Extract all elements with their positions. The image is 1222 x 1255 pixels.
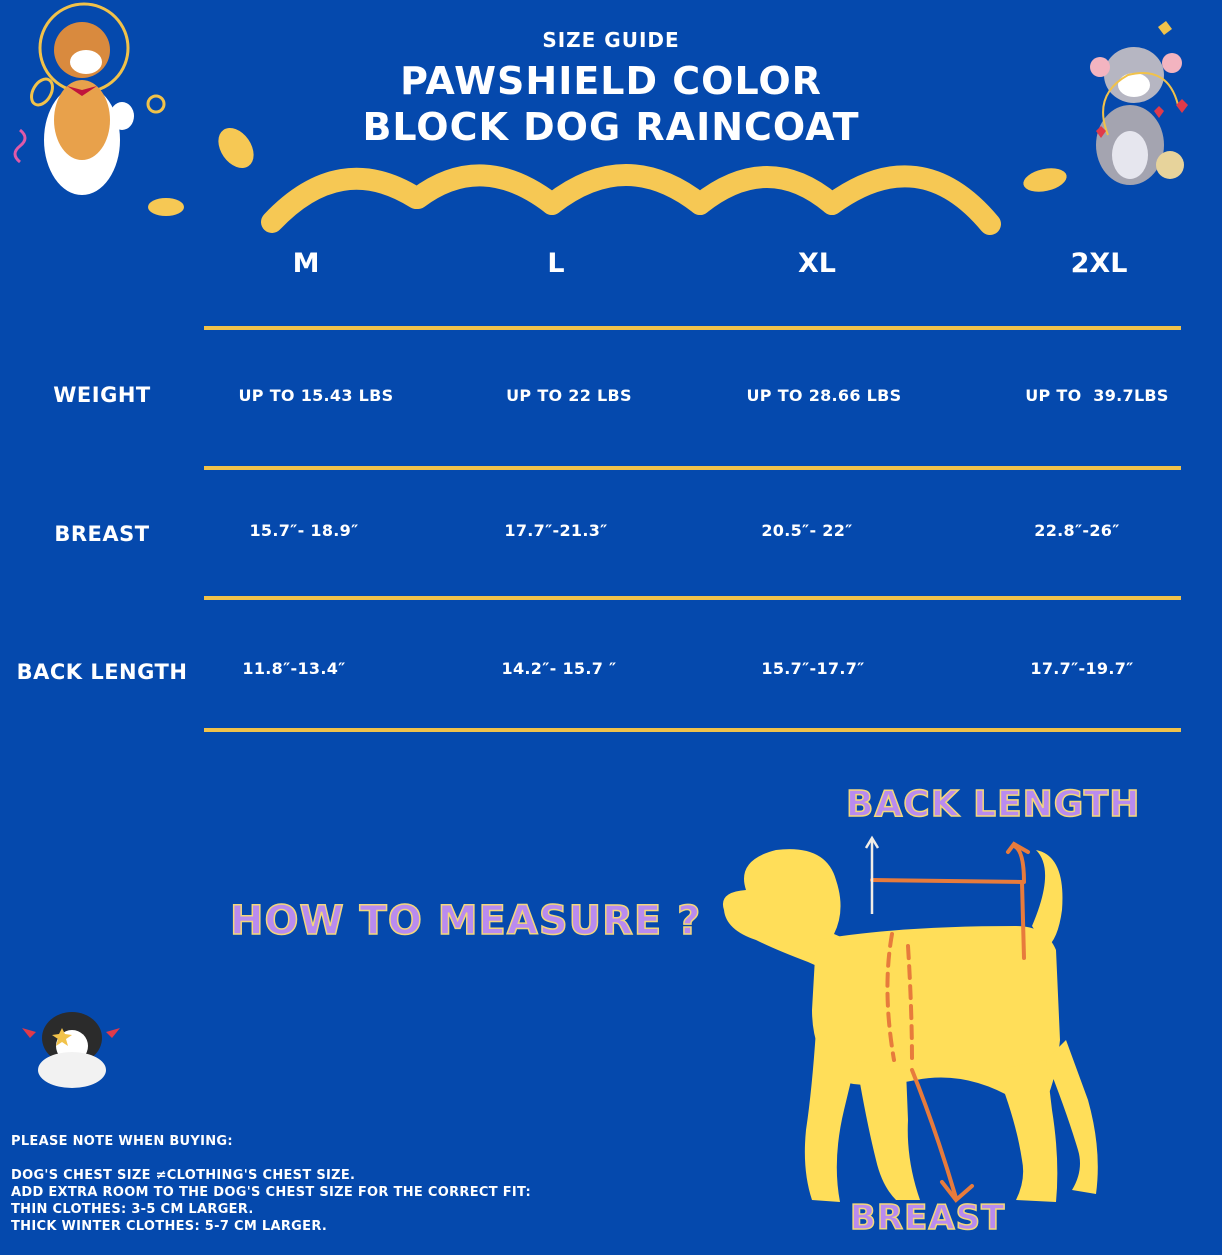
table-divider [204, 466, 1181, 470]
table-cell: 11.8″-13.4″ [242, 659, 346, 678]
row-label-back-length: BACK LENGTH [16, 660, 188, 684]
puppy-sticker-icon [16, 998, 126, 1093]
size-header-m: M [292, 248, 320, 279]
table-cell: UP TO 39.7LBS [1025, 386, 1169, 405]
wave-decoration [0, 0, 1222, 260]
table-cell: 14.2″- 15.7 ″ [501, 659, 617, 678]
table-cell: UP TO 15.43 LBS [238, 386, 394, 405]
note-heading: PLEASE NOTE WHEN BUYING: [11, 1134, 233, 1149]
table-divider [204, 326, 1181, 330]
table-divider [204, 728, 1181, 732]
table-cell: 15.7″- 18.9″ [249, 521, 359, 540]
table-cell: 20.5″- 22″ [761, 521, 853, 540]
size-header-2xl: 2XL [1070, 248, 1128, 279]
how-to-measure-title: HOW TO MEASURE ? [230, 898, 702, 944]
table-cell: 17.7″-19.7″ [1030, 659, 1134, 678]
table-cell: 17.7″-21.3″ [504, 521, 608, 540]
size-header-l: L [547, 248, 565, 279]
table-cell: 22.8″-26″ [1034, 521, 1120, 540]
table-cell: UP TO 22 LBS [506, 386, 632, 405]
row-label-weight: WEIGHT [53, 383, 151, 407]
dog-silhouette-diagram [716, 830, 1136, 1250]
table-cell: UP TO 28.66 LBS [746, 386, 902, 405]
header-kicker: SIZE GUIDE [542, 28, 680, 52]
note-line: ADD EXTRA ROOM TO THE DOG'S CHEST SIZE FOR THE CORRECT FIT: [11, 1185, 532, 1200]
back-length-label: BACK LENGTH [846, 784, 1141, 825]
note-line: DOG'S CHEST SIZE ≠CLOTHING'S CHEST SIZE. [11, 1168, 356, 1183]
shiba-dog-sticker-icon [12, 0, 172, 210]
title-line-1: PAWSHIELD COLOR [400, 59, 822, 103]
note-line: THICK WINTER CLOTHES: 5-7 CM LARGER. [11, 1219, 328, 1234]
buying-note [11, 1133, 531, 1235]
size-header-xl: XL [797, 248, 837, 279]
breast-label: BREAST [850, 1198, 1006, 1238]
note-line: THIN CLOTHES: 3-5 CM LARGER. [11, 1202, 254, 1217]
cat-sticker-icon [1080, 15, 1200, 195]
table-divider [204, 596, 1181, 600]
row-label-breast: BREAST [54, 522, 150, 546]
table-cell: 15.7″-17.7″ [761, 659, 865, 678]
title-line-2: BLOCK DOG RAINCOAT [362, 105, 860, 149]
